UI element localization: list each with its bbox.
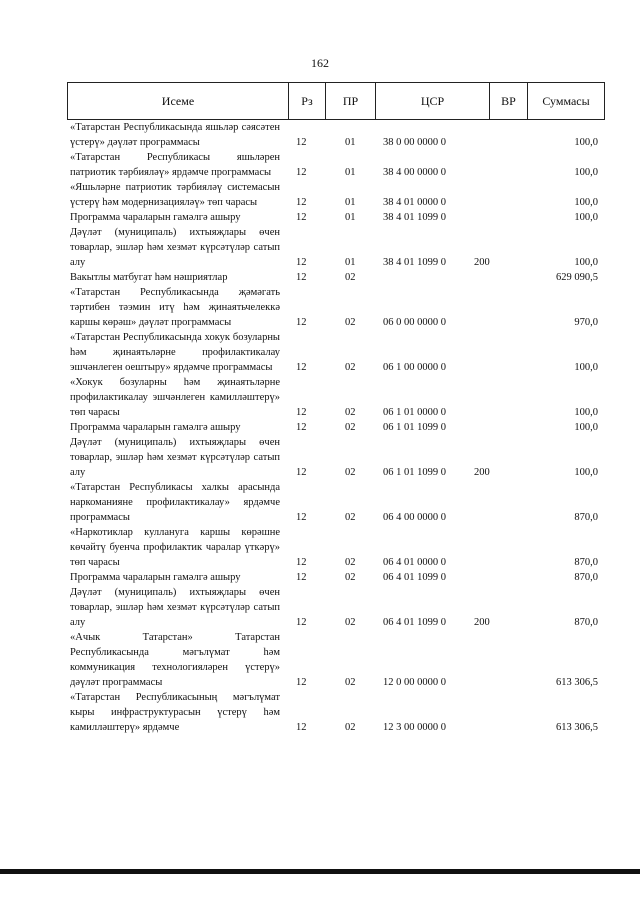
cell-name: «Хокук бозуларны һәм җинаятьләрне профилактикалау эшчәнлеген камилләштерү» төп чарасы: [70, 377, 280, 418]
scan-edge-bar: [0, 869, 640, 874]
cell-sum: 100,0: [574, 407, 598, 418]
cell-name: Программа чараларын гамәлгә ашыру: [70, 572, 241, 583]
page-number: 162: [311, 56, 329, 70]
cell-pr: 02: [345, 557, 356, 568]
cell-name: Вакытлы матбугат һәм нәшриятлар: [70, 272, 228, 283]
cell-csr: 06 4 01 1099 0: [383, 572, 446, 583]
cell-rz: 12: [296, 467, 307, 478]
table-row: [70, 375, 600, 420]
cell-sum: 629 090,5: [556, 272, 598, 283]
cell-sum: 100,0: [574, 422, 598, 433]
cell-rz: 12: [296, 617, 307, 628]
cell-rz: 12: [296, 572, 307, 583]
cell-rz: 12: [296, 512, 307, 523]
table-row: [70, 285, 600, 330]
cell-rz: 12: [296, 137, 307, 148]
cell-csr: 12 0 00 0000 0: [383, 677, 446, 688]
table-row: [70, 180, 600, 210]
table-row: [70, 225, 600, 270]
table-row: [70, 570, 600, 585]
cell-sum: 100,0: [574, 212, 598, 223]
cell-sum: 100,0: [574, 362, 598, 373]
cell-sum: 870,0: [574, 617, 598, 628]
cell-pr: 02: [345, 272, 356, 283]
cell-name: «Татарстан Республикасында җәмәгать тәртибен тәэмин итү һәм җинаятьчелеккә каршы көрәш» дәүләт программасы: [70, 287, 280, 328]
cell-pr: 01: [345, 197, 356, 208]
cell-rz: 12: [296, 722, 307, 733]
cell-name: Дәүләт (муниципаль) ихтыяҗлары өчен товарлар, эшләр һәм хезмәт күрсәтүләр сатып алу: [70, 227, 280, 268]
header-sum: Суммасы: [542, 93, 590, 108]
table-row: [70, 120, 600, 150]
cell-name: «Наркотиклар куллануга каршы көрәшне көчәйтү буенча профилактик чаралар үткәрү» төп чарасы: [70, 527, 280, 568]
cell-name: «Татарстан Республикасында яшьләр сәясәтен үстерү» дәүләт программасы: [70, 122, 280, 148]
cell-csr: 38 4 01 0000 0: [383, 197, 446, 208]
cell-rz: 12: [296, 212, 307, 223]
cell-csr: 06 1 01 1099 0: [383, 467, 446, 478]
cell-pr: 02: [345, 317, 356, 328]
cell-name: Программа чараларын гамәлгә ашыру: [70, 422, 241, 433]
cell-sum: 100,0: [574, 167, 598, 178]
cell-csr: 06 1 01 1099 0: [383, 422, 446, 433]
table-row: [70, 435, 600, 480]
cell-sum: 970,0: [574, 317, 598, 328]
cell-pr: 01: [345, 257, 356, 268]
cell-rz: 12: [296, 257, 307, 268]
table-row: [70, 585, 600, 630]
cell-rz: 12: [296, 407, 307, 418]
cell-rz: 12: [296, 317, 307, 328]
cell-rz: 12: [296, 197, 307, 208]
cell-csr: 38 4 01 1099 0: [383, 257, 446, 268]
cell-rz: 12: [296, 422, 307, 433]
cell-pr: 02: [345, 407, 356, 418]
table-row: [70, 525, 600, 570]
cell-csr: 38 0 00 0000 0: [383, 137, 446, 148]
cell-pr: 02: [345, 617, 356, 628]
cell-rz: 12: [296, 677, 307, 688]
cell-name: «Татарстан Республикасы яшьләрен патриотик тәрбияләү» ярдәмче программасы: [70, 152, 280, 178]
header-name: Исеме: [68, 83, 289, 119]
cell-name: Дәүләт (муниципаль) ихтыяҗлары өчен товарлар, эшләр һәм хезмәт күрсәтүләр сатып алу: [70, 437, 280, 478]
cell-vr: 200: [474, 257, 490, 268]
cell-vr: 200: [474, 617, 490, 628]
table-body: [70, 120, 600, 735]
cell-pr: 02: [345, 467, 356, 478]
cell-sum: 613 306,5: [556, 677, 598, 688]
cell-sum: 613 306,5: [556, 722, 598, 733]
table-row: [70, 330, 600, 375]
cell-name: Дәүләт (муниципаль) ихтыяҗлары өчен товарлар, эшләр һәм хезмәт күрсәтүләр сатып алу: [70, 587, 280, 628]
cell-name: «Татарстан Республикасында хокук бозуларны һәм җинаятьләрне профилактикалау эшчәнлеген оештыру» ярдәмче программасы: [70, 332, 280, 373]
header-csr: ЦСР: [376, 83, 490, 119]
cell-csr: 06 1 00 0000 0: [383, 362, 446, 373]
cell-sum: 100,0: [574, 467, 598, 478]
cell-name: «Яшьләрне патриотик тәрбияләү системасын үстерү һәм модернизацияләү» төп чарасы: [70, 182, 280, 208]
cell-pr: 02: [345, 362, 356, 373]
cell-csr: 38 4 01 1099 0: [383, 212, 446, 223]
cell-name: «Татарстан Республикасы халкы арасында наркоманияне профилактикалау» ярдәмче программасы: [70, 482, 280, 523]
header-vr: ВР: [490, 83, 528, 119]
cell-csr: 06 4 01 1099 0: [383, 617, 446, 628]
table-row: [70, 480, 600, 525]
table-row: [70, 210, 600, 225]
table-row: [70, 690, 600, 735]
cell-sum: 870,0: [574, 572, 598, 583]
cell-rz: 12: [296, 272, 307, 283]
cell-sum: 100,0: [574, 137, 598, 148]
cell-sum: 100,0: [574, 197, 598, 208]
cell-rz: 12: [296, 362, 307, 373]
cell-vr: 200: [474, 467, 490, 478]
table-row: [70, 630, 600, 690]
cell-csr: 12 3 00 0000 0: [383, 722, 446, 733]
cell-pr: 01: [345, 167, 356, 178]
cell-pr: 02: [345, 512, 356, 523]
cell-pr: 02: [345, 722, 356, 733]
cell-csr: 38 4 00 0000 0: [383, 167, 446, 178]
cell-sum: 870,0: [574, 557, 598, 568]
cell-pr: 02: [345, 572, 356, 583]
header-pr: ПР: [326, 83, 376, 119]
cell-rz: 12: [296, 167, 307, 178]
cell-name: «Татарстан Республикасының мәгълүмат кыры инфраструктурасын үстерү һәм камилләштерү» ярдәмче: [70, 692, 280, 733]
cell-pr: 01: [345, 212, 356, 223]
cell-rz: 12: [296, 557, 307, 568]
cell-csr: 06 0 00 0000 0: [383, 317, 446, 328]
cell-csr: 06 4 01 0000 0: [383, 557, 446, 568]
cell-sum: 100,0: [574, 257, 598, 268]
cell-pr: 02: [345, 422, 356, 433]
header-rz: Рз: [289, 83, 326, 119]
cell-pr: 01: [345, 137, 356, 148]
table-row: [70, 270, 600, 285]
cell-pr: 02: [345, 677, 356, 688]
cell-name: «Ачык Татарстан» Татарстан Республикасында мәгълүмат һәм коммуникация технологияләрен үстерү» дәүләт программасы: [70, 632, 280, 688]
table-row: [70, 420, 600, 435]
table-header: [67, 82, 605, 120]
table-row: [70, 150, 600, 180]
cell-csr: 06 1 01 0000 0: [383, 407, 446, 418]
cell-csr: 06 4 00 0000 0: [383, 512, 446, 523]
cell-sum: 870,0: [574, 512, 598, 523]
cell-name: Программа чараларын гамәлгә ашыру: [70, 212, 241, 223]
